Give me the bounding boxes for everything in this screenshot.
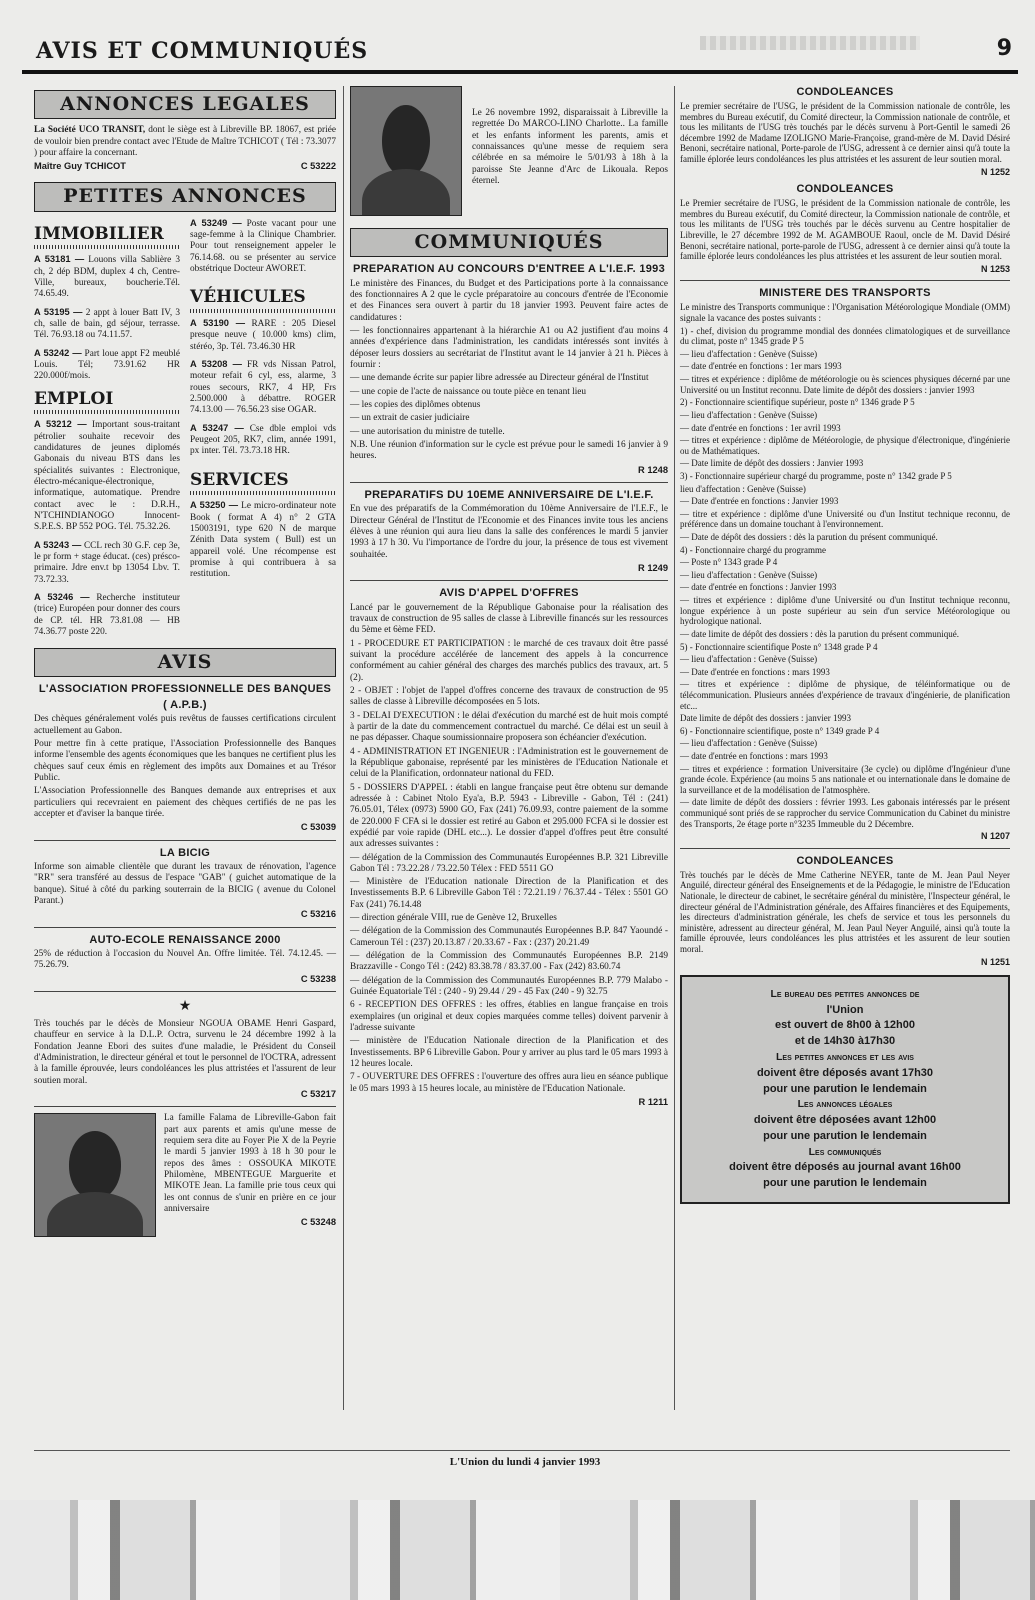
avis-banner: AVIS xyxy=(34,648,336,677)
petites-annonces-banner: PETITES ANNONCES xyxy=(34,182,336,211)
transports-item: lieu d'affectation : Genève (Suisse) xyxy=(680,483,806,494)
ad-code: A 53195 — xyxy=(34,306,83,317)
apb-title: L'ASSOCIATION PROFESSIONNELLE DES BANQUES xyxy=(38,683,332,696)
ad-text: Cse dble emploi vds Peugeot 205, RK7, clim, année 1991, px inter. Tél. 73.73.18 HR. xyxy=(190,423,337,457)
condoleances-ref: N 1252 xyxy=(980,166,1010,177)
transports-item: 3) - Fonctionnaire supérieur chargé du programme, poste n° 1342 grade P 5 xyxy=(680,470,952,481)
transports-item: — date d'entrée en fonctions : mars 1993 xyxy=(680,750,828,761)
footer-rule xyxy=(34,1450,1010,1451)
ad-text: Le micro-ordinateur note Book ( format A 4) n° 2 GTA 15003191, type 620 N de marque Zénith Data system ( Bull) est un appareil volé. Une récompense est promise à qui contribuera à sa restitution. xyxy=(190,501,336,580)
transports-intro: Le ministre des Transports communique : l'Organisation Météorologique Mondiale (OMM) signale la vacance des postes suivants : xyxy=(680,302,1010,324)
divider xyxy=(34,927,336,928)
apb-paragraph: Pour mettre fin à cette pratique, l'Association Professionnelle des Banques informe l'ensemble des agents économiques que les banques ne certifient plus les chèques sauf ceux émis en règlement des impôts aux Domaines et au Trésor Public. xyxy=(34,738,336,783)
box-line: pour une parution le lendemain xyxy=(763,1129,927,1142)
offres-item: 5 - DOSSIERS D'APPEL : établi en langue française peut être obtenu sur demande adressée à : Cabinet Ntolo Eya'a, B.P. 5943 - Libreville - Gabon, Tél : (241) 76.05.01, Télex (0973) 5900 GO, Fax (241) 76.09.93, contre paiement de la somme de 220.000 F CFA si le dossier est retiré au Gabon et 295.000 FCFA si le dossier est expédié par voie rapide (DHL etc...). Le dossier d'appel d'offres peut être consulté aux adresses suivantes : xyxy=(350,782,668,850)
offres-item: — ministère de l'Education Nationale direction de la Planification et des Investissements. BP 6 Libreville Gabon. Pour y arriver au plus tard le 05 mars 1993 à 12 heures locale. xyxy=(350,1036,669,1070)
transports-item: 1) - chef, division du programme mondial des données climatologiques et de surveillance du climat, poste n° 1345 grade P 5 xyxy=(680,325,1010,347)
transports-item: Date limite de dépôt des dossiers : janvier 1993 xyxy=(680,713,851,724)
apb-ref: C 53039 xyxy=(300,822,336,833)
classified-ad xyxy=(34,348,180,383)
classified-ad xyxy=(34,254,180,300)
vehicules-heading: VÉHICULES xyxy=(190,287,306,308)
bureau-info-box xyxy=(680,975,1010,1203)
classified-ad xyxy=(190,359,336,417)
ad-code: A 53247 — xyxy=(190,422,244,433)
offres-intro: Lancé par le gouvernement de la République Gabonaise pour la réalisation des travaux de construction de 95 salles de classe à Libreville financés sur les ressources du 5ème et 6ème FED. xyxy=(350,602,668,636)
transports-item: — Date de dépôt des dossiers : dès la parution du présent communiqué. xyxy=(680,532,938,543)
ad-code: A 53242 — xyxy=(34,347,82,358)
transports-item: — titres et expérience : diplôme de physique, de téléinformatique ou de télécommunication. Plusieurs années d'expérience de travaux d'ingénierie, de planification etc... xyxy=(680,679,1010,711)
scan-noise-strip xyxy=(0,1500,1035,1600)
apb-paragraph: Des chèques généralement volés puis revêtus de fausses certifications circulent actuellement au Gabon. xyxy=(34,714,336,736)
auto-ecole-text: 25% de réduction à l'occasion du Nouvel An. Offre limitée. Tél. 74.12.45. — 75.26.79. xyxy=(34,949,336,971)
offres-item: — délégation de la Commission des Communautés Européennes B.P. 847 Yaoundé - Cameroun Tél : (237) 20.13.87 / 20.33.67 - Fax : (237) 20.21.49 xyxy=(350,926,668,948)
classifieds-right xyxy=(190,218,336,645)
divider xyxy=(350,580,668,581)
classified-ad xyxy=(34,307,180,342)
marcolino-notice xyxy=(350,86,668,216)
ad-code: A 53249 — xyxy=(190,217,242,228)
box-line: Les communiqués xyxy=(808,1145,882,1158)
bicig-title: LA BICIG xyxy=(159,846,211,859)
box-line: pour une parution le lendemain xyxy=(763,1176,927,1189)
offres-item: 3 - DELAI D'EXECUTION : le délai d'exécution du marché est de huit mois compté à partir de la date du commencement contractuel du marché. Ce délai est un seuil à ne pas dépasser. Chaque soumissionnaire proposera son échéancier d'exécution. xyxy=(350,710,668,744)
condoleances-title: CONDOLEANCES xyxy=(796,854,894,867)
condoleances-text: Très touchés par le décès de Mme Catherine NEYER, tante de M. Jean Paul Neyer Anguilé, directeur général des Enseignements et de la Pédagogie, le ministre de l'Education Nationale, le directeur de cabinet, le secrétaire général du ministère, l'Inspecteur général, le directeur général de l'Administration générale, des Affaires financières et des Equipements, les directeurs d'administration générale, les chefs de service et tous les personnels du ministère, adressent au directeur général, M. Jean Paul Neyer Anguilé, ainsi qu'à toute la famille éprouvée, leurs condoléances les plus attristées et les assurent de leur soutien moral. xyxy=(680,869,1010,955)
emploi-heading: EMPLOI xyxy=(34,388,114,409)
ngoua-ref: C 53217 xyxy=(300,1089,336,1100)
box-line: Les petites annonces et les avis xyxy=(776,1051,914,1064)
anniv-text: En vue des préparatifs de la Commémoration du 10ème Anniversaire de l'I.E.F., le Directeur Général de l'Institut de l'Economie et des Finances invite tous les anciens élèves à une réunion qui aura lieu dans la salle des conférences le mardi 5 janvier 1993 à 17 h 30. Vu l'importance de l'ordre du jour, la présence de tous est vivement souhaitée. xyxy=(350,504,668,560)
iefs-paragraph: — les fonctionnaires appartenant à la hiérarchie A1 ou A2 justifient d'au moins 4 années d'expérience dans l'administration, les candidats intéressés sont invités à déposer leurs dossiers au secrétariat de l'Institut avant le 14 janvier à 21 h. Pièces à fournir : xyxy=(350,325,668,370)
box-line: doivent être déposés avant 17h30 xyxy=(756,1066,934,1079)
transports-item: — titres et expérience : formation Universitaire (3e cycle) ou diplôme d'Ingénieur d'une grande école. Expérience (au moins 5 ans nationale et ou internationale dans le domaine de la surveillance et de la modélisation de l'atmosphère. xyxy=(680,763,1010,795)
transports-item: — Date d'entrée en fonctions : mars 1993 xyxy=(680,666,830,677)
divider xyxy=(680,280,1010,281)
legale-sign: Maître Guy TCHICOT xyxy=(34,161,126,172)
transports-item: — titres et expérience : diplôme de météorologie ou ès sciences physiques décerné par une Université ou un Institut reconnu. Date limite de dépôt des dossiers : janvier 1993 xyxy=(680,374,1010,395)
anniv-ref: R 1249 xyxy=(638,562,668,573)
offres-item: — direction générale VIII, rue de Genève 12, Bruxelles xyxy=(350,913,557,924)
page-header xyxy=(22,30,1018,74)
ad-code: A 53190 — xyxy=(190,318,245,329)
condoleances-title: CONDOLEANCES xyxy=(796,86,894,98)
offres-item: 4 - ADMINISTRATION ET INGENIEUR : l'Administration est le gouvernement de la République gabonaise, représenté par les ministères de l'Education Nationale et celui de la Planification, ordonnateur national du FED. xyxy=(350,746,668,780)
classifieds-left xyxy=(34,218,180,645)
annonces-legales-banner: ANNONCES LEGALES xyxy=(34,90,336,119)
transports-item: — titre et expérience : diplôme d'une Université ou d'un Institut technique reconnu, de préférence dans un domaine touchant à l'environnement. xyxy=(680,508,1010,530)
classified-ad xyxy=(190,218,336,276)
box-line: et de 14h30 à17h30 xyxy=(794,1035,896,1048)
immobilier-heading: IMMOBILIER xyxy=(34,223,164,244)
transports-item: — Date d'entrée en fonctions : Janvier 1993 xyxy=(680,496,839,507)
transports-item: — Poste n° 1343 grade P 4 xyxy=(680,557,778,568)
iefs-paragraph: Le ministère des Finances, du Budget et des Participations porte à la connaissance des fonctionnaires A 2 que le cycle préparatoire au concours d'entrée de l'Economie et des Finances sera ouvert à partir du 18 janvier 1993. Peuvent faire actes de candidatures : xyxy=(350,278,668,323)
classifieds xyxy=(34,218,336,645)
box-line: est ouvert de 8h00 à 12h00 xyxy=(774,1019,915,1032)
offres-ref: R 1211 xyxy=(638,1097,668,1108)
legale-text: dont le siège est à Libreville BP. 18067, est priée de vouloir bien prendre contact avec l'Etude de Maître TCHICOT ( Tél : 73.3077 ) pour affaire la concernant. xyxy=(34,125,336,158)
anniv-title: PREPARATIFS DU 10EME ANNIVERSAIRE DE L'I.E.F. xyxy=(364,488,654,501)
ad-text: Part loue appt F2 meublé Louis. Tél; 73.91.62 HR 220.000f/mois. xyxy=(34,348,181,382)
classified-ad xyxy=(34,592,180,638)
transports-ref: N 1207 xyxy=(980,831,1010,842)
ad-text: Important sous-traitant pétrolier souhaite recevoir des candidatures de jeunes diplomés Gabonais du niveau BTS dans les spécialités suivantes : Electronique, électro-mécanique-électronique, informatique, automatique. Prendre contact avec le : D.R.H., N'TCHINDIANOGO Innocent- S.P.E.S. BP 552 POG. Tél. 75.32.26. xyxy=(34,420,180,533)
transports-item: 4) - Fonctionnaire chargé du programme xyxy=(680,544,827,555)
ad-code: A 53250 — xyxy=(190,500,239,511)
transports-item: — lieu d'affectation : Genève (Suisse) xyxy=(680,569,818,580)
transports-item: — lieu d'affectation : Genève (Suisse) xyxy=(680,738,818,749)
column-divider xyxy=(674,86,675,1410)
heading-rule xyxy=(34,410,180,414)
falama-body xyxy=(164,1113,336,1237)
box-line: Le bureau des petites annonces de xyxy=(770,988,920,1001)
star-icon: ★ xyxy=(178,999,192,1015)
transports-item: — date d'entrée en fonctions : 1er mars 1993 xyxy=(680,361,842,372)
bicig-text: Informe son aimable clientèle que durant les travaux de rénovation, l'agence "RR" sera transféré au dessus de l'espace "GAB" ( guichet automatique de la banque). Situé à côté du parking souterrain de la BICIG ( avenue du Colonel Parant.) xyxy=(34,861,336,906)
transports-item: — titres et expérience : diplôme de Météorologie, de physique d'électronique, d'ingénierie ou de Mathématiques. xyxy=(680,435,1010,456)
legale-ref: C 53222 xyxy=(300,161,336,172)
transports-item: 5) - Fonctionnaire scientifique Poste n° 1348 grade P 4 xyxy=(680,641,878,652)
transports-title: MINISTERE DES TRANSPORTS xyxy=(759,287,931,300)
page-footer: L'Union du lundi 4 janvier 1993 xyxy=(449,1456,601,1468)
offres-item: 1 - PROCEDURE ET PARTICIPATION : le marché de ces travaux doit être passé suivant la procédure accélérée de lancement des appels à la concurrence conformément au cahier général des charges des marchés publics des travaux, art. 5 (2). xyxy=(350,638,668,683)
services-heading: SERVICES xyxy=(190,469,289,490)
marcolino-text: Le 26 novembre 1992, disparaissait à Libreville la regrettée Do MARCO-LINO Charlotte.. La famille et les enfants informent les parents, amis et connaissances qu'une messe de requiem sera célébrée en sa mémoire le 5/01/93 à 18h à la paroisse Ste Jeanne d'Arc de Likouala. Repos éternel. xyxy=(472,108,668,186)
iefs-ref: R 1248 xyxy=(638,464,668,475)
column-left xyxy=(34,86,336,1237)
heading-rule xyxy=(190,491,336,495)
ad-text: Poste vacant pour une sage-femme à la Clinique Chambrier. Pour tout renseignement appeler le 76.14.68. ou se présenter au service obstétrique Docteur AWORET. xyxy=(190,218,337,274)
divider xyxy=(34,840,336,841)
apb-subtitle: ( A.P.B.) xyxy=(163,698,207,711)
legale-lead: La Société UCO TRANSIT, xyxy=(34,125,146,136)
transports-item: — date limite de dépôt des dossiers : dès la parution du présent communiqué. xyxy=(680,628,959,639)
offres-item: 2 - OBJET : l'objet de l'appel d'offres concerne des travaux de construction de 95 salles de classe à Libreville décomposées en 5 lots. xyxy=(350,685,668,708)
ad-text: RARE : 205 Diesel presque neuve ( 10.000 kms) clim, stéréo, 3p. Tél. 73.46.30 HR xyxy=(190,319,336,352)
offres-title: AVIS D'APPEL D'OFFRES xyxy=(439,587,579,600)
column-right xyxy=(680,86,1010,1204)
portrait-photo xyxy=(350,86,462,216)
box-line: doivent être déposés au journal avant 16h00 xyxy=(729,1160,961,1173)
bicig-ref: C 53216 xyxy=(300,909,336,920)
ngoua-text: Très touchés par le décès de Monsieur NGOUA OBAME Henri Gaspard, chauffeur en service à la D.L.P. Octra, survenu le 24 décembre 1992 à la Fondation Jeanne Ebori des suites d'une maladie, le Président du Conseil d'Administration, le directeur général et tout le personnel de l'OCTRA, adressent à la famille éprouvée, leurs condoléances les plus attristées et l'assurent de leur soutien moral. xyxy=(34,1019,336,1086)
falama-text: La famille Falama de Libreville-Gabon fait part aux parents et amis qu'une messe de requiem sera dite au Foyer Pie X de la Peyrie le mardi 5 janvier 1993 à 18 h 30 pour le repos des âmes : OSSOUKA MIKOTE Philomène, MBENTEGUE Marguerite et MIKOTE Jean. La famille prie tous ceux qui les ont connus de s'unir en prière en ce jour anniversaire xyxy=(164,1113,336,1215)
column-divider xyxy=(343,86,344,1410)
iefs-list-item: — les copies des diplômes obtenus xyxy=(350,399,481,410)
classified-ad xyxy=(34,540,180,586)
page-title: AVIS ET COMMUNIQUÉS xyxy=(36,38,369,64)
divider xyxy=(350,482,668,483)
transports-item: — date d'entrée en fonctions : Janvier 1993 xyxy=(680,582,837,593)
transports-item: — lieu d'affectation : Genève (Suisse) xyxy=(680,348,818,359)
box-line: Les annonces légales xyxy=(797,1098,893,1111)
condoleances-ref: N 1251 xyxy=(980,956,1010,967)
classified-ad xyxy=(34,419,180,533)
ad-code: A 53208 — xyxy=(190,359,242,370)
legale-notice xyxy=(34,125,336,159)
condoleances-text: Le premier secrétaire de l'USG, le président de la Commission nationale de contrôle, les membres du Bureau exécutif, du Comité directeur, la Commission nationale de contrôle, et tous les militants de l'USG très touchés par le décès survenu à Port-Gentil le samedi 26 décembre 1992 de Madame IZOLIGNO Marie-Françoise, grand-mère de M. David Désiré Benoni, secrétaire national, Porte-parole de l'USG, adressent à ce dernier ainsi qu'à toute la famille éplorée leurs condoléances les plus attristées et les assurent de leur soutien moral. xyxy=(680,100,1010,165)
ad-code: A 53243 — xyxy=(34,539,82,550)
offres-item: 6 - RECEPTION DES OFFRES : les offres, établies en langue française en trois exemplaires (un original et deux copies marquées comme telles) doivent parvenir à l'adresse suivante xyxy=(350,1000,668,1034)
offres-item: — délégation de la Commission des Communautés Européennes B.P. 321 Libreville Gabon Tél : 73.22.28 / 73.22.50 Télex : FED 5511 GO xyxy=(350,852,668,874)
ad-code: A 53212 — xyxy=(34,419,87,430)
iefs-nb: N.B. Une réunion d'information sur le cycle est prévue pour le samedi 16 janvier à 9 heures. xyxy=(350,439,668,462)
iefs-title: PREPARATION AU CONCOURS D'ENTREE A L'I.E.F. 1993 xyxy=(353,263,665,276)
offres-item: — délégation de la Commission des Communautés Européennes B.P. 2149 Brazzaville - Congo Tél : (242) 83.38.78 / 83.37.00 - Fax (242) 83.60.74 xyxy=(350,951,668,973)
ad-text: Recherche instituteur (trice) Européen pour donner des cours de CP. tél. HR 73.81.08 — HB 74.36.77 poste 220. xyxy=(34,593,180,637)
offres-item: 7 - OUVERTURE DES OFFRES : l'ouverture des offres aura lieu en séance publique le 05 mars 1993 à 15 heures locale, au ministère de l'Education Nationale. xyxy=(350,1072,668,1094)
ad-text: 2 appt à louer Batt IV, 3 ch, salle de bain, gd séjour, terrasse. Tél. 76.93.18 ou 74.11.57. xyxy=(34,307,181,341)
apb-paragraph: L'Association Professionnelle des Banques demande aux entreprises et aux particuliers qui recevraient en paiement des chèques certifiés de ne pas les accepter et d'aviser la banque tirée. xyxy=(34,786,336,819)
transports-item: — lieu d'affectation : Genève (Suisse) xyxy=(680,409,818,420)
ad-text: CCL rech 30 G.F. cep 3e, le pr form + stage éducat. (ces) présco-primaire. Jdre env.t bp 13054 Lbv. T. 73.72.33. xyxy=(34,540,180,585)
ad-text: Louons villa Sablière 3 ch, 2 dép BDM, duplex 4 ch, Centre-Ville, bureaux, boucherie.Tél. 74.65.49. xyxy=(34,255,181,300)
falama-ref: C 53248 xyxy=(300,1217,336,1228)
auto-ecole-ref: C 53238 xyxy=(300,973,336,984)
divider xyxy=(34,1106,336,1107)
iefs-list-item: — un extrait de casier judiciaire xyxy=(350,413,470,424)
offres-item: — délégation de la Commission des Communautés Européennes B.P. 779 Malabo - Guinée Equatoriale Tél : (240 - 9) 29.44 / 29 - 45 Fax (240 - 9) 32.75 xyxy=(350,975,668,998)
box-line: pour une parution le lendemain xyxy=(763,1082,927,1095)
transports-item: — lieu d'affectation : Genève (Suisse) xyxy=(680,654,818,665)
transports-item: 6) - Fonctionnaire scientifique, poste n° 1349 grade P 4 xyxy=(680,725,880,736)
falama-notice xyxy=(34,1113,336,1237)
communiques-banner: COMMUNIQUÉS xyxy=(350,228,668,257)
column-middle xyxy=(350,86,668,1114)
iefs-list-item: — une copie de l'acte de naissance ou toute pièce en tenant lieu xyxy=(350,386,587,397)
ad-code: A 53246 — xyxy=(34,592,90,602)
legale-sign-row xyxy=(34,161,336,172)
divider xyxy=(34,991,336,992)
heading-rule xyxy=(190,309,336,313)
iefs-list-item: — une autorisation du ministre de tutelle. xyxy=(350,426,505,437)
transports-item: 2) - Fonctionnaire scientifique supérieur, poste n° 1346 grade P 5 xyxy=(680,397,915,408)
iefs-list-item: — une demande écrite sur papier libre adressée au Directeur général de l'Institut xyxy=(350,373,649,384)
heading-rule xyxy=(34,245,180,249)
ad-code: A 53181 — xyxy=(34,254,85,265)
classified-ad xyxy=(190,423,336,458)
transports-item: — date d'entrée en fonctions : 1er avril 1993 xyxy=(680,422,841,433)
portrait-photo xyxy=(34,1113,156,1237)
condoleances-title: CONDOLEANCES xyxy=(796,183,894,196)
transports-item: — date limite de dépôt des dossiers : février 1993. Les gabonais intéressés par le présent communiqué sont priés de se rapprocher du service Communication du Cabinet du ministre des Transports, 2e étage porte n°3235 Immeuble du 2 Décembre. xyxy=(680,797,1010,829)
auto-ecole-title: AUTO-ECOLE RENAISSANCE 2000 xyxy=(89,933,281,946)
box-line: l'Union xyxy=(826,1003,864,1016)
transports-item: — Date limite de dépôt des dossiers : Janvier 1993 xyxy=(680,458,864,469)
divider xyxy=(680,848,1010,849)
box-line: doivent être déposées avant 12h00 xyxy=(753,1113,937,1126)
condoleances-text: Le Premier secrétaire de l'USG, le président de la Commission nationale de contrôle, les membres du Bureau exécutif, du Comité directeur, la Commission nationale de contrôle, et tous les militants de l'USG très touchés par le décès survenu au Centre hospitalier de Libreville, le 27 décembre 1992 de M. AGAMBOUE Raoul, oncle de M. David Désiré Benoni, secrétaire national, porte-parole de l'USG, adressent à ce dernier ainsi qu'à toute la famille éplorée leurs condoléances les plus attristées et les assurent de leur soutien moral. xyxy=(680,198,1010,262)
ad-text: FR vds Nissan Patrol, moteur refait 6 cyl, ess, alarme, 3 roues secours, RK7, 4 HP, Frs 2.500.000 à débattre. ROGER 74.13.00 — 76.56.23 sise OGAR. xyxy=(190,360,337,416)
classified-ad xyxy=(190,318,336,353)
classified-ad xyxy=(190,500,336,580)
condoleances-ref: N 1253 xyxy=(980,263,1010,274)
offres-item: — Ministère de l'Education nationale Direction de la Planification et des Investissements B.P. 6 Libreville Gabon Tél : 72.21.19 / 76.37.44 - Télex : 5501 GO Fax (241) 76.14.48 xyxy=(350,877,668,910)
page-number: 9 xyxy=(996,36,1012,61)
transports-item: — titres et expérience : diplôme d'une Université ou d'un Institut technique reconnu, longue expérience à un poste supérieur au sein d'un service Météorologique ou hydrologique national. xyxy=(680,595,1010,627)
